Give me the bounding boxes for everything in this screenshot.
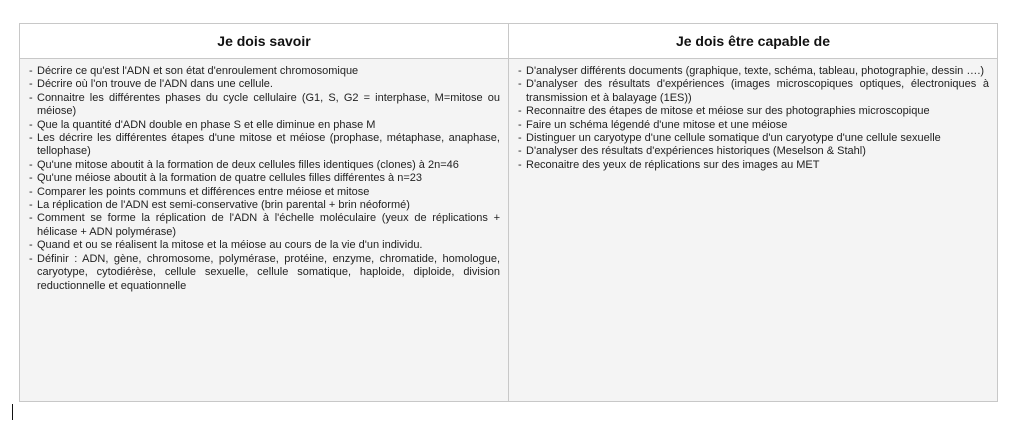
- list-item: - Décrire où l'on trouve de l'ADN dans une cellule.: [29, 78, 500, 91]
- abilities-list: [518, 65, 989, 172]
- list-item: - Reconnaitre des étapes de mitose et méiose sur des photographies microscopique: [518, 105, 989, 118]
- abilities-cell[interactable]: [509, 59, 997, 401]
- list-item: - Qu'une méiose aboutit à la formation de quatre cellules filles différentes à n=23: [29, 172, 500, 185]
- list-item: - D'analyser des résultats d'expériences (images microscopiques optiques, électroniques à transmission et à balayage (1ES)): [518, 78, 989, 105]
- skills-table: [19, 23, 998, 402]
- list-item: - D'analyser différents documents (graphique, texte, schéma, tableau, photographie, dessin ….): [518, 65, 989, 78]
- list-item: - Comment se forme la réplication de l'ADN à l'échelle moléculaire (yeux de réplications + hélicase + ADN polymérase): [29, 212, 500, 239]
- header-je-dois-etre-capable: Je dois être capable de: [675, 33, 831, 49]
- list-item: - Comparer les points communs et différences entre méiose et mitose: [29, 186, 500, 199]
- table-header-row: [20, 24, 997, 59]
- list-item: - Que la quantité d'ADN double en phase S et elle diminue en phase M: [29, 119, 500, 132]
- knowledge-cell[interactable]: [20, 59, 509, 401]
- list-item: - D'analyser des résultats d'expériences historiques (Meselson & Stahl): [518, 145, 989, 158]
- list-item: - Connaitre les différentes phases du cycle cellulaire (G1, S, G2 = interphase, M=mitose ou méiose): [29, 92, 500, 119]
- header-je-dois-savoir: Je dois savoir: [20, 24, 509, 58]
- list-item: - Distinguer un caryotype d'une cellule somatique d'un caryotype d'une cellule sexuelle: [518, 132, 989, 145]
- knowledge-list: [29, 65, 500, 293]
- table-body-row: [20, 59, 997, 401]
- list-item: - Qu'une mitose aboutit à la formation de deux cellules filles identiques (clones) à 2n=46: [29, 159, 500, 172]
- list-item: - Décrire ce qu'est l'ADN et son état d'enroulement chromosomique: [29, 65, 500, 78]
- list-item: - Faire un schéma légendé d'une mitose et une méiose: [518, 119, 989, 132]
- text-cursor: [12, 404, 13, 420]
- list-item: - La réplication de l'ADN est semi-conservative (brin parental + brin néoformé): [29, 199, 500, 212]
- list-item: - Définir : ADN, gène, chromosome, polymérase, protéine, enzyme, chromatide, homologue, caryotype, cytodiérèse, cellule sexuelle, cellule somatique, haploide, diploide, division reductionnelle et equationnelle: [29, 253, 500, 293]
- list-item: - Les décrire les différentes étapes d'une mitose et méiose (prophase, métaphase, anaphase, tellophase): [29, 132, 500, 159]
- list-item: - Quand et ou se réalisent la mitose et la méiose au cours de la vie d'un individu.: [29, 239, 500, 252]
- list-item: - Reconaitre des yeux de réplications sur des images au MET: [518, 159, 989, 172]
